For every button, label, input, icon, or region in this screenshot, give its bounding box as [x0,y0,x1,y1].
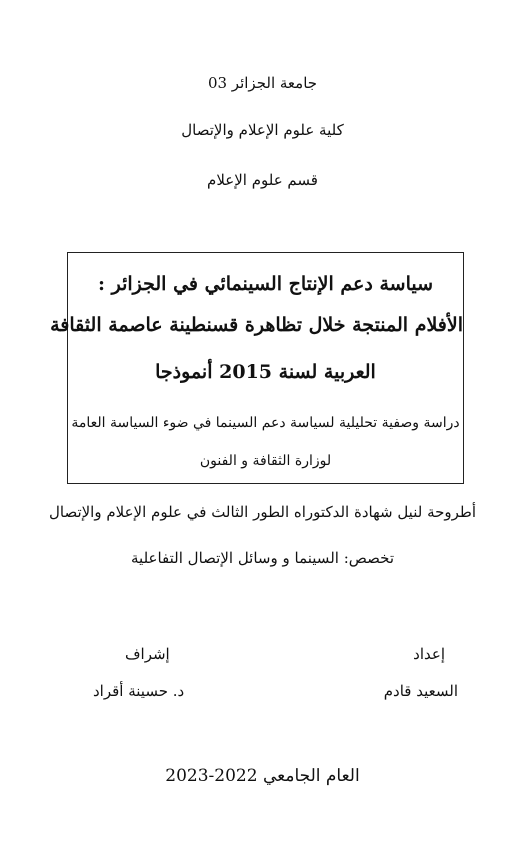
thesis-subtitle-line-2: لوزارة الثقافة و الفنون [199,453,332,469]
supervised-by-label: إشراف [125,645,170,663]
faculty-name: كلية علوم الإعلام والإتصال [181,121,344,139]
department-name: قسم علوم الإعلام [207,171,318,189]
thesis-statement: أطروحة لنيل شهادة الدكتوراه الطور الثالث في علوم الإعلام والإتصال [48,503,477,521]
supervisor-name: د. حسينة أقراد [93,682,185,700]
university-name: جامعة الجزائر 03 [207,74,318,92]
thesis-subtitle-line-1: دراسة وصفية تحليلية لسياسة دعم السينما في ضوء السياسة العامة [71,415,460,431]
prepared-by-label: إعداد [413,645,445,663]
thesis-title-line-3: العربية لسنة 2015 أنموذجا [155,361,376,383]
specialization: تخصص: السينما و وسائل الإتصال التفاعلية [131,549,394,567]
author-name: السعيد قادم [383,682,458,700]
title-box [50,252,464,484]
thesis-title-line-2: الأفلام المنتجة خلال تظاهرة قسنطينة عاصمة الثقافة [50,314,463,336]
academic-year: العام الجامعي 2022-2023 [165,766,360,786]
thesis-title-line-1: سياسة دعم الإنتاج السينمائي في الجزائر : [97,273,434,295]
